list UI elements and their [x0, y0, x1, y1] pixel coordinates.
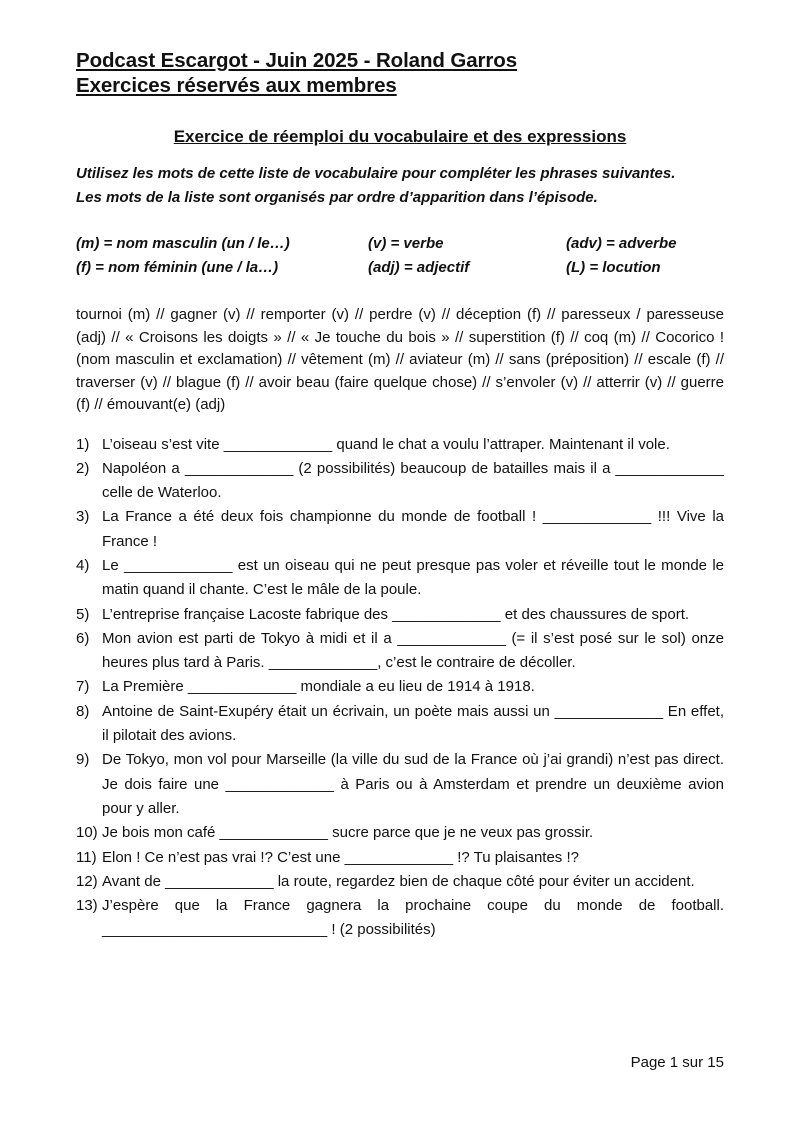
instruction-line: Utilisez les mots de cette liste de vocabulaire pour compléter les phrases suivantes. — [76, 165, 676, 182]
legend-item: (f) = nom féminin (une / la…) — [76, 259, 279, 276]
exercise-text: Antoine de Saint-Exupéry était un écrivain, un poète mais aussi un _____________ En effet, il pilotait des avions. — [102, 702, 724, 745]
exercise-number: 12) — [76, 872, 98, 890]
exercise-text: Mon avion est parti de Tokyo à midi et il a _____________ (= il s’est posé sur le sol) onze heures plus tard à Paris. _____________, c’est le contraire de décoller. — [102, 629, 724, 672]
exercise-text: Le _____________ est un oiseau qui ne peut presque pas voler et réveille tout le monde le matin quand il chante. C’est le mâle de la poule. — [102, 556, 724, 599]
exercise-number: 3) — [76, 508, 90, 526]
exercise-item — [76, 748, 724, 821]
exercise-number: 9) — [76, 751, 90, 769]
exercise-text: Napoléon a _____________ (2 possibilités) beaucoup de batailles mais il a _____________ celle de Waterloo. — [102, 459, 724, 502]
exercise-item — [76, 870, 724, 894]
exercise-text: L’entreprise française Lacoste fabrique des _____________ et des chaussures de sport. — [102, 605, 690, 623]
exercise-text: J’espère que la France gagnera la prochaine coupe du monde de football. ___________________________ ! (2 possibilités) — [102, 897, 724, 939]
exercise-text: De Tokyo, mon vol pour Marseille (la ville du sud de la France où j’ai grandi) n’est pas direct. Je dois faire une _____________ à Paris ou à Amsterdam et prendre un deuxième avion pour y aller. — [102, 751, 724, 817]
legend-item: (adj) = adjectif — [368, 259, 470, 276]
exercise-number: 5) — [76, 605, 90, 623]
exercise-item — [76, 457, 724, 506]
exercise-text: La France a été deux fois championne du monde de football ! _____________ !!! Vive la France ! — [102, 508, 724, 550]
vocabulary-list: tournoi (m) // gagner (v) // remporter (v) // perdre (v) // déception (f) // paresseux / paresseuse (adj) // « Croisons les doigts » // « Je touche du bois » // superstition (f) // coq (m) // Cocorico ! (nom masculin et exclamation) // vêtement (m) // aviateur (m) // sans (préposition) // escale (f) // traverser (v) // blague (f) // avoir beau (faire quelque chose) // s’envoler (v) // atterrir (v) // guerre (f) // émouvant(e) (adj) — [76, 306, 724, 413]
exercise-number: 1) — [76, 435, 90, 453]
exercise-item — [76, 554, 724, 603]
legend-item: (adv) = adverbe — [566, 235, 677, 252]
exercise-number: 6) — [76, 629, 90, 647]
exercise-number: 11) — [76, 848, 97, 866]
exercise-item — [76, 700, 724, 749]
exercise-item — [76, 821, 724, 845]
exercise-number: 4) — [76, 556, 90, 574]
abbreviation-legend — [76, 232, 724, 280]
exercise-number: 7) — [76, 678, 90, 696]
exercise-item — [76, 505, 724, 554]
exercise-list — [76, 433, 724, 943]
exercise-text: Elon ! Ce n’est pas vrai !? C’est une _____________ !? Tu plaisantes !? — [102, 848, 579, 866]
exercise-text: Avant de _____________ la route, regardez bien de chaque côté pour éviter un accident. — [102, 872, 695, 890]
exercise-text: Je bois mon café _____________ sucre parce que je ne veux pas grossir. — [102, 824, 594, 842]
legend-item: (L) = locution — [566, 259, 661, 276]
instruction-line: Les mots de la liste sont organisés par ordre d’apparition dans l’épisode. — [76, 189, 598, 206]
title-line-2: Exercices réservés aux membres — [76, 74, 397, 97]
legend-item: (m) = nom masculin (un / le…) — [76, 235, 290, 252]
instructions — [76, 162, 724, 210]
exercise-number: 8) — [76, 702, 90, 720]
legend-item: (v) = verbe — [368, 235, 444, 252]
document-page — [76, 48, 724, 959]
exercise-item — [76, 894, 724, 943]
exercise-item — [76, 603, 724, 627]
title-line-1: Podcast Escargot - Juin 2025 - Roland Garros — [76, 49, 518, 72]
exercise-number: 10) — [76, 824, 98, 842]
exercise-item — [76, 627, 724, 676]
exercise-number: 13) — [76, 897, 98, 915]
document-title — [76, 48, 724, 98]
exercise-item — [76, 433, 724, 457]
exercise-item — [76, 846, 724, 870]
exercise-text: La Première _____________ mondiale a eu lieu de 1914 à 1918. — [102, 678, 535, 696]
section-title: Exercice de réemploi du vocabulaire et des expressions — [173, 127, 627, 146]
page-number: Page 1 sur 15 — [630, 1054, 724, 1071]
exercise-number: 2) — [76, 459, 90, 477]
exercise-item — [76, 675, 724, 699]
exercise-text: L’oiseau s’est vite _____________ quand le chat a voulu l’attraper. Maintenant il vole. — [102, 435, 670, 453]
